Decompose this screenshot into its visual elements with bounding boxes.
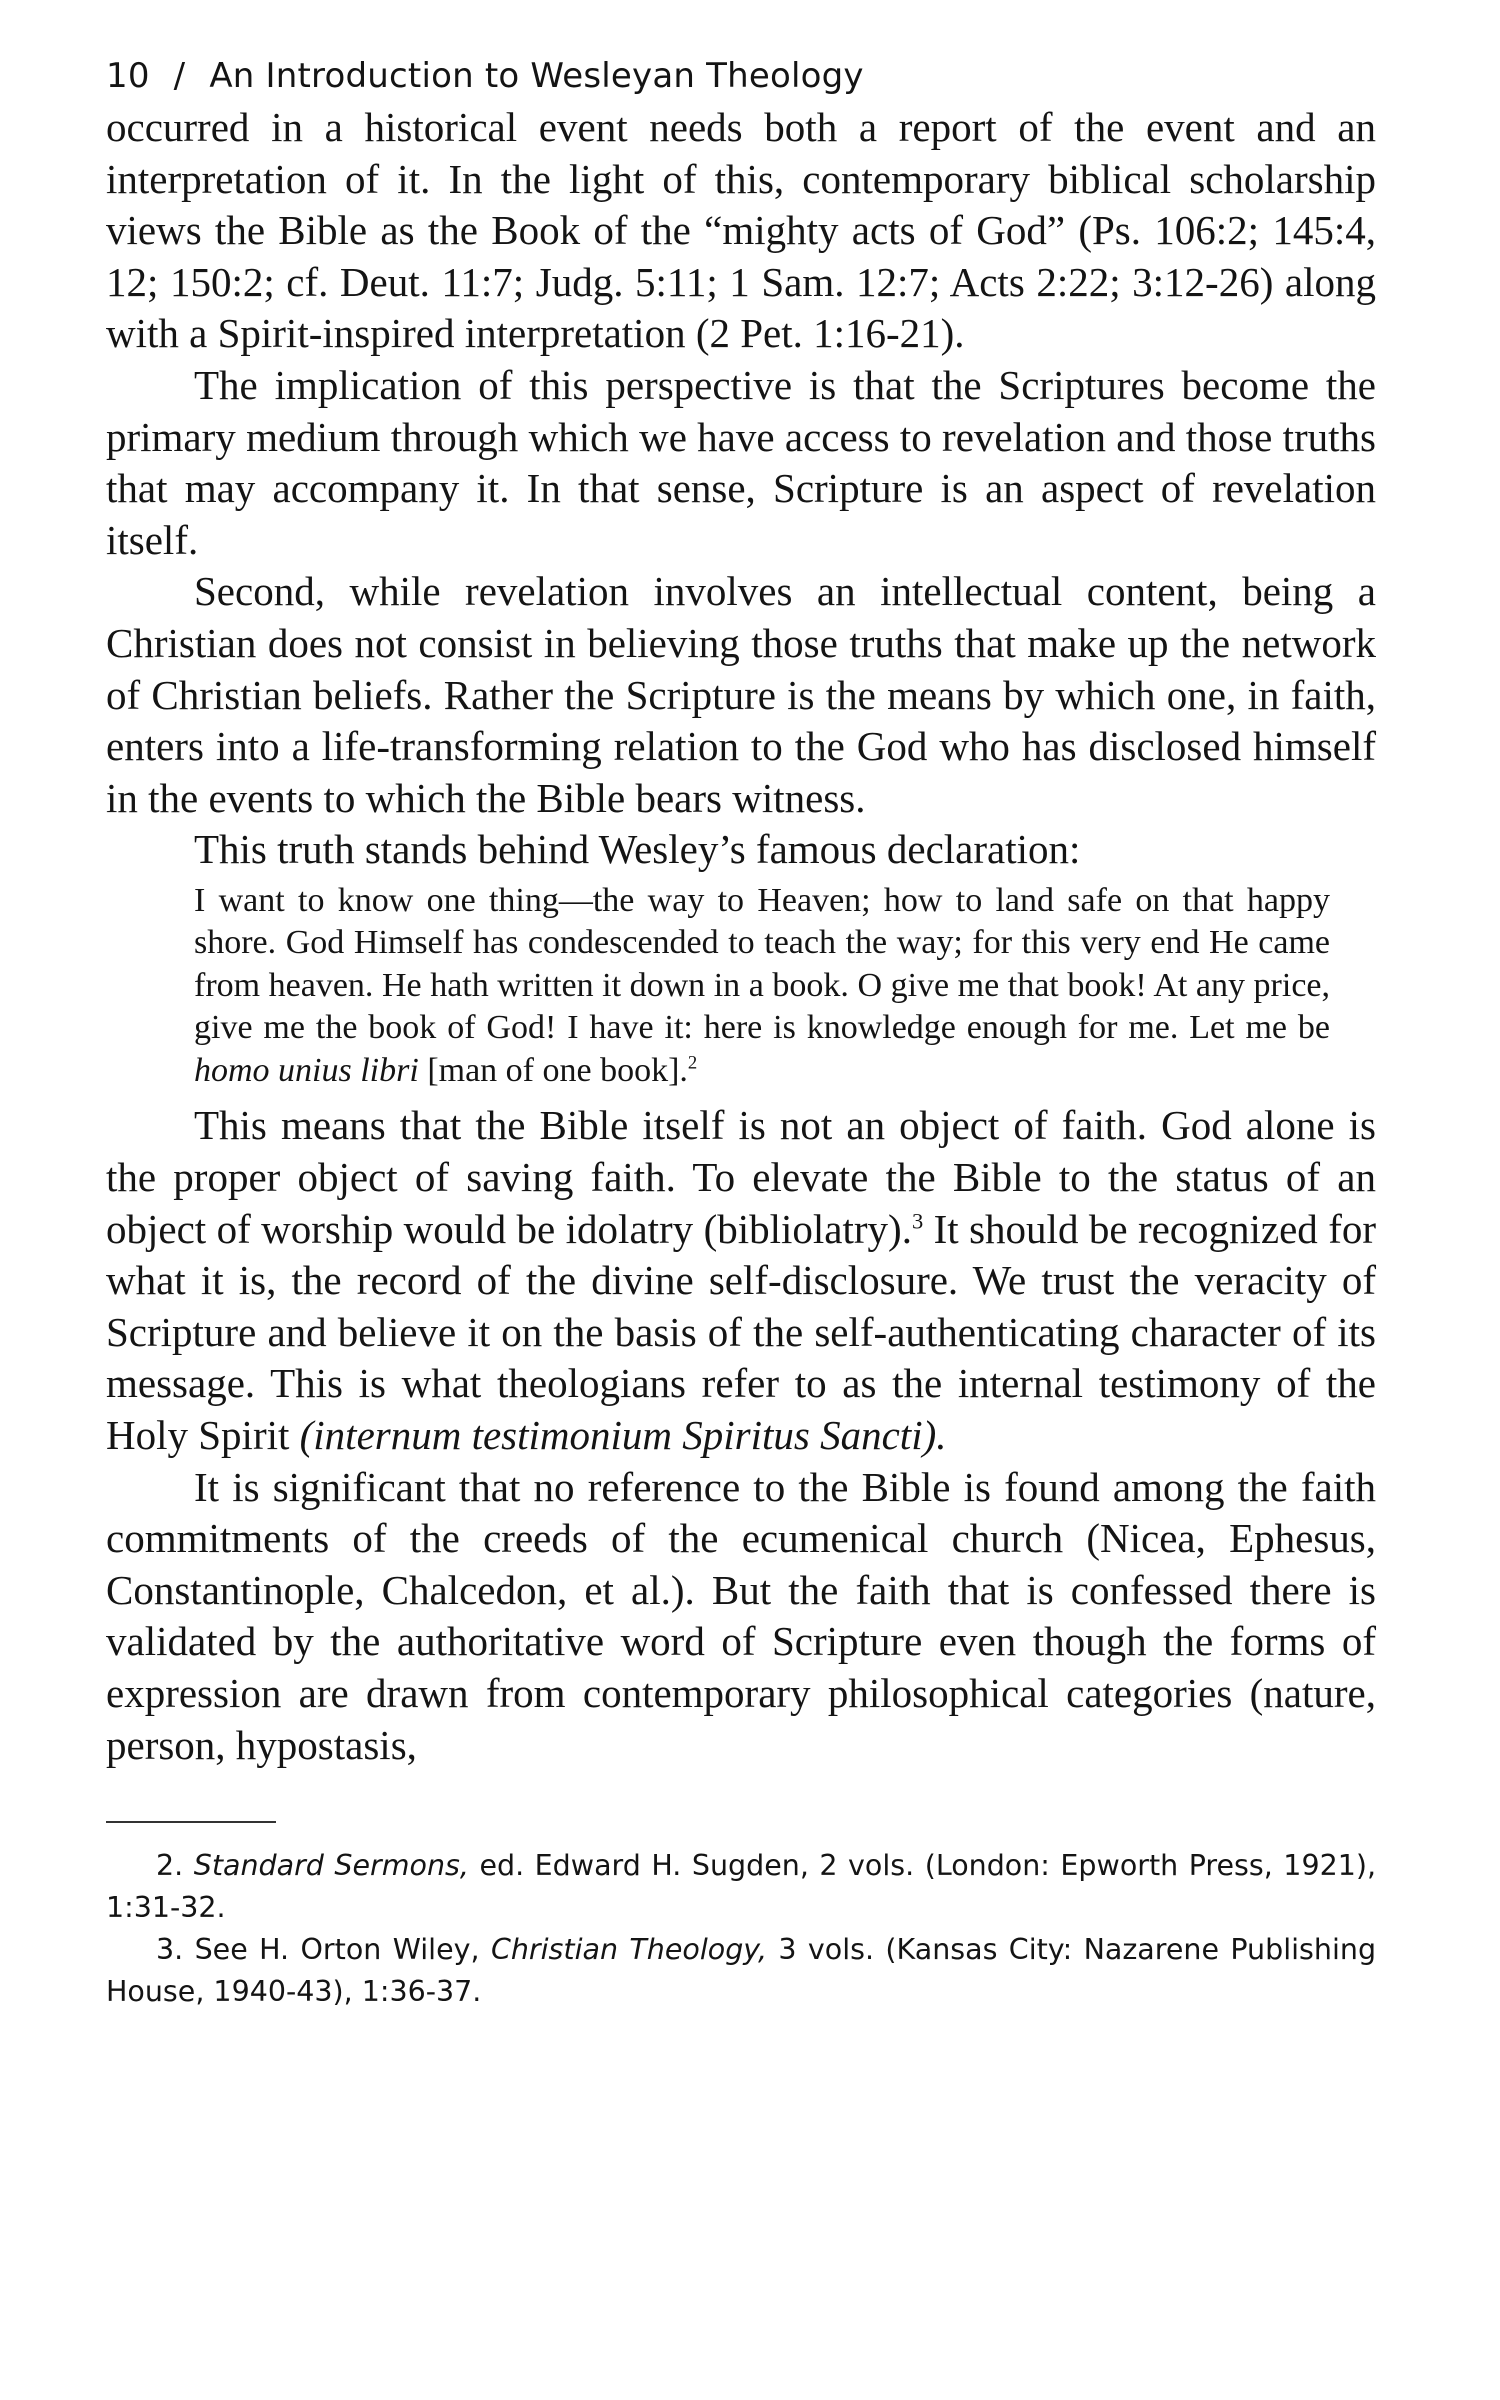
paragraph-3: Second, while revelation involves an intellectual content, being a Christian does not consist in believing those truths that make up the network of Christian beliefs. Rather the Scripture is the means by which one, in faith, enters into a life-transforming relation to the God who has disclosed himself in the events to which the Bible bears witness.: [106, 568, 1376, 821]
quote-end: [man of one book].: [427, 1051, 688, 1089]
footnote-3: [106, 1929, 1376, 2013]
paragraph-2: The implication of this perspective is that the Scriptures become the primary medium through which we have access to revelation and those truths that may accompany it. In that sense, Scripture is an aspect of revelation itself.: [106, 361, 1376, 563]
footnote-2-title: Standard Sermons,: [193, 1849, 469, 1883]
paragraph-4: This truth stands behind Wesley’s famous declaration:: [194, 826, 1081, 873]
footnote-3-text: 3 vols. (Kansas City: Nazarene Publishing House, 1940-43), 1:36-37.: [106, 1933, 1377, 2009]
header-separator: /: [173, 56, 186, 96]
paragraph-1: occurred in a historical event needs both a report of the event and an interpretation of it. In the light of this, contemporary biblical scholarship views the Bible as the Book of the “mighty acts of God” (Ps. 106:2; 145:4, 12; 150:2; cf. Deut. 11:7; Judg. 5:11; 1 Sam. 12:7; Acts 2:22; 3:12-26) along with a Spirit-inspired interpretation (2 Pet. 1:16-21).: [106, 104, 1376, 357]
footnote-2: [106, 1845, 1376, 1929]
footnote-3-prefix: See H. Orton Wiley,: [194, 1933, 480, 1967]
paragraph-6: It is significant that no reference to the Bible is found among the faith commitments of the creeds of the ecumenical church (Nicea, Ephesus, Constantinople, Chalcedon, et al.). But the faith that is confessed there is validated by the authoritative word of Scripture even though the forms of expression are drawn from contemporary philosophical categories (nature, person, hypostasis,: [106, 1463, 1376, 1768]
page-number: 10: [106, 56, 150, 96]
footnote-3-number: 3.: [156, 1933, 184, 1967]
footnote-ref-2: 2: [687, 1052, 698, 1074]
latin-phrase: (internum testimonium Spiritus Sancti).: [299, 1411, 947, 1458]
quote-latin-phrase: homo unius libri: [194, 1051, 419, 1089]
paragraph-5-part-b: It should be recognized for what it is, the record of the divine self-disclosure. We trust the veracity of Scripture and believe it on the basis of the self-authenticating character of its message. This is what theologians refer to as the internal testimony of the Holy Spirit: [106, 1205, 1377, 1458]
footnote-ref-3: 3: [911, 1207, 924, 1233]
footnotes: [106, 1845, 1376, 2013]
paragraph-5-part-a: This means that the Bible itself is not an object of faith. God alone is the proper object of saving faith. To elevate the Bible to the status of an object of worship would be idolatry (bibliolatry).: [106, 1102, 1376, 1252]
running-head: [106, 50, 1376, 102]
book-page: [106, 50, 1376, 2013]
footnote-2-text: ed. Edward H. Sugden, 2 vols. (London: Epworth Press, 1921), 1:31-32.: [106, 1849, 1377, 1925]
footnote-3-title: Christian Theology,: [490, 1933, 768, 1967]
quote-text: I want to know one thing—the way to Heaven; how to land safe on that happy shore. God Himself has condescended to teach the way; for this very end He came from heaven. He hath written it down in a book. O give me that book! At any price, give me the book of God! I have it: here is knowledge enough for me. Let me be: [194, 881, 1330, 1047]
footnote-2-number: 2.: [156, 1849, 184, 1883]
footnote-divider: [106, 1821, 276, 1823]
body-text: [106, 102, 1376, 1771]
book-title: An Introduction to Wesleyan Theology: [209, 56, 864, 96]
paragraph-5: [106, 1100, 1376, 1461]
wesley-quotation: [194, 880, 1330, 1093]
